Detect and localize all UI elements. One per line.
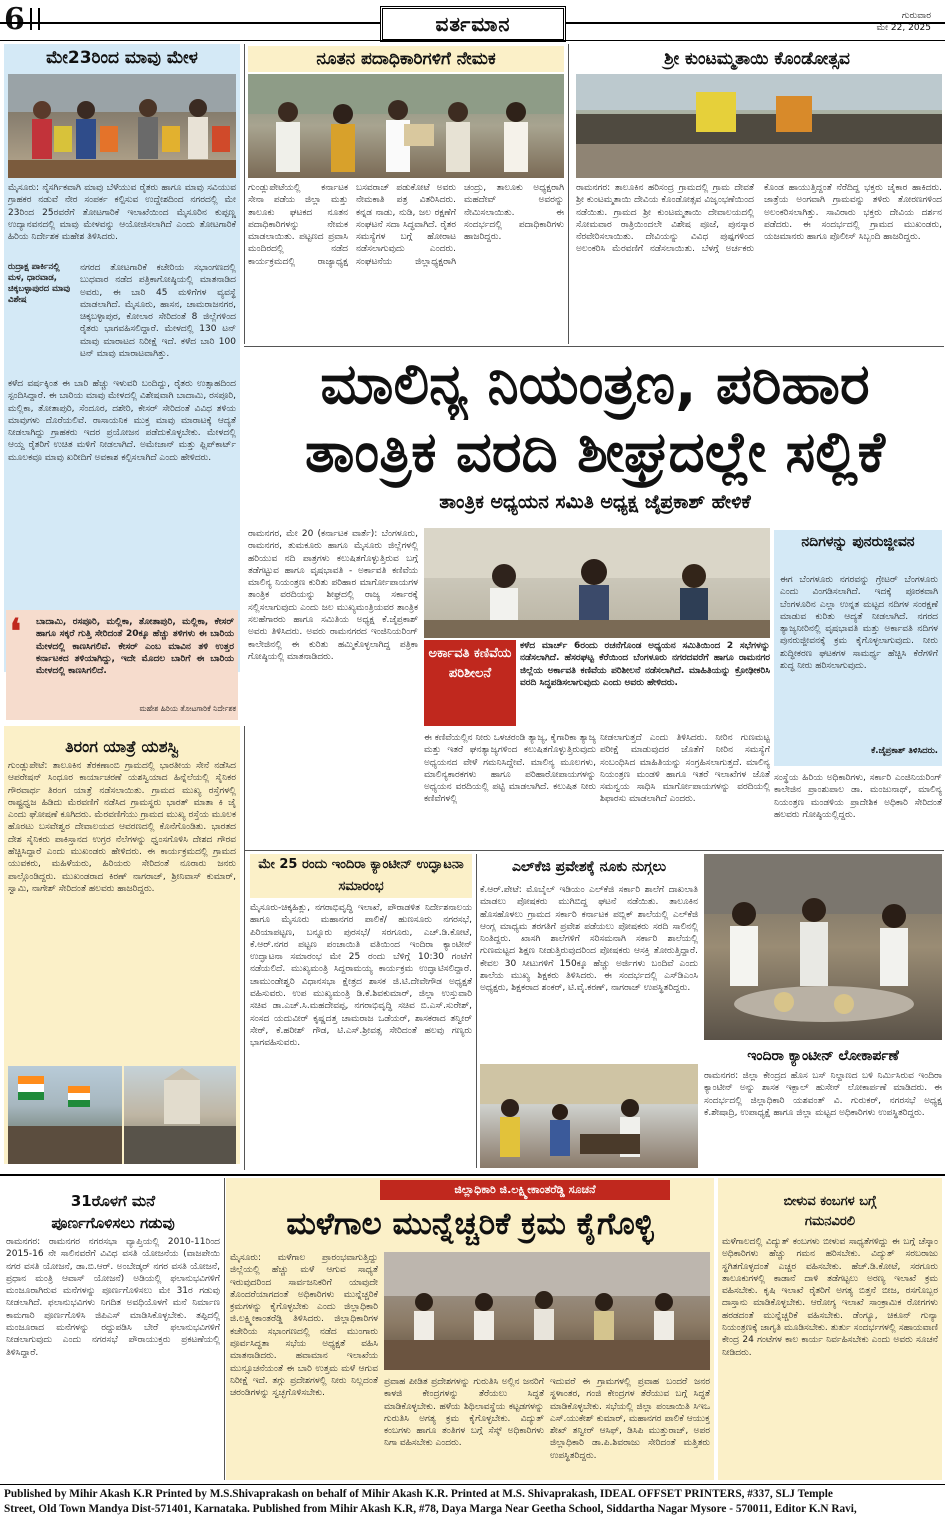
lkg-photo-art xyxy=(480,1064,698,1168)
monsoon-col3: ಇದುವರೆ ಈ ಗ್ರಾಮಗಳಲ್ಲಿ ಪ್ರವಾಹ ಬಂದರೆ ಜನರ ಸ್ಥಳಾಂತರ, ಗಂಜಿ ಕೇಂದ್ರಗಳ ತೆರೆಯುವ ಬಗ್ಗೆ ಸಿದ್ಧತೆ ಮಾಡಿಕೊಳ್ಳಬೇಕು. ಸಭೆಯಲ್ಲಿ ಜಿಲ್ಲಾ ಪಂಚಾಯಿತಿ ಸಿಇಒ ಎಸ್.ಯುಕೇಶ್ ಕುಮಾರ್, ಮಹಾನಗರ ಪಾಲಿಕೆ ಆಯುಕ್ತ ಶೇಖ್ ತನ್ವೀರ್ ಆಸಿಫ್, ಡಿಸಿಪಿ ಮುತ್ತುರಾಜ್, ಅಪರ ಜಿಲ್ಲಾಧಿಕಾರಿ ಡಾ.ಪಿ.ಶಿವರಾಜು ಸೇರಿದಂತೆ ಮತ್ತಿತರು ಉಪಸ್ಥಿತರಿದ್ದರು. xyxy=(550,1377,710,1461)
poles-headline-line1: ಬೀಳುವ ಕಂಬಗಳ ಬಗ್ಗೆ xyxy=(783,1194,877,1209)
date: ಮೇ 22, 2025 xyxy=(876,23,931,33)
poles-headline-line2: ಗಮನವಿರಲಿ xyxy=(804,1214,856,1229)
monsoon-col2: ಪ್ರವಾಹ ಪೀಡಿತ ಪ್ರದೇಶಗಳನ್ನು ಗುರುತಿಸಿ ಅಲ್ಲಿನ ಜನರಿಗೆ ಕಾಳಜಿ ಕೇಂದ್ರಗಳನ್ನು ತೆರೆಯಲು ಸಿದ್ಧತೆ ಮಾಡಿಕೊಳ್ಳಬೇಕು. ಹಳೆಯ ಶಿಥಿಲಾವಸ್ಥೆಯ ಕಟ್ಟಡಗಳನ್ನು ಗುರುತಿಸಿ ಅಗತ್ಯ ಕ್ರಮ ಕೈಗೊಳ್ಳಬೇಕು. ವಿದ್ಯುತ್ ಕಂಬಗಳು ಹಾಗೂ ತಂತಿಗಳ ಬಗ್ಗೆ ಸೆಸ್ಕ್ ಅಧಿಕಾರಿಗಳು ನಿಗಾ ವಹಿಸಬೇಕು ಎಂದರು. xyxy=(384,1377,544,1449)
rivers-body: ಈಗ ಬೆಂಗಳೂರು ನಗರವನ್ನು ಗ್ರೇಟರ್ ಬೆಂಗಳೂರು ಎಂದು ವಿಂಗಡಿಸಲಾಗಿದೆ. ಇದಕ್ಕೆ ಪೂರಕವಾಗಿ ಬೆಂಗಳೂರಿನ ಎಲ್ಲಾ ಉನ್ನತ ಮಟ್ಟದ ನದಿಗಳ ಸಂರಕ್ಷಣೆ ಮಾಡುವ ಕುರಿತು ಆದ್ಯತೆ ನೀಡಲಾಗಿದೆ. ನಗರದ ತ್ಯಾಜ್ಯನೀರಿನಲ್ಲಿ ವೃಷಭಾವತಿ ಮತ್ತು ಅರ್ಕಾವತಿ ನದಿಗಳ ಪುನರುಜ್ಜೀವನಕ್ಕೆ ಕ್ರಮ ಕೈಗೊಳ್ಳಲಾಗುವುದು. ನೀರು ಶುದ್ಧೀಕರಣ ಘಟಕಗಳ ಸಾಮರ್ಥ್ಯ ಹೆಚ್ಚಿಸಿ ಕೆರೆಗಳಿಗೆ ಶುದ್ಧ ನೀರು ಹರಿಸಲಾಗುವುದು. xyxy=(780,575,938,672)
mango-quote-author: ಮಹೇಶ ಹಿರಿಯ ತೋಟಗಾರಿಕೆ ನಿರ್ದೇಶಕ xyxy=(139,704,236,713)
monsoon-col1: ಮೈಸೂರು: ಮಳೆಗಾಲ ಪ್ರಾರಂಭವಾಗುತ್ತಿದ್ದು ಜಿಲ್ಲೆಯಲ್ಲಿ ಹೆಚ್ಚು ಮಳೆ ಆಗುವ ಸಾಧ್ಯತೆ ಇರುವುದರಿಂದ ಸಾರ್ವಜನಿಕರಿಗೆ ಯಾವುದೇ ತೊಂದರೆಯಾಗದಂತೆ ಅಧಿಕಾರಿಗಳು ಮುನ್ನೆಚ್ಚರಿಕೆ ಕ್ರಮಗಳನ್ನು ಕೈಗೊಳ್ಳಬೇಕು ಎಂದು ಜಿಲ್ಲಾಧಿಕಾರಿ ಜಿ.ಲಕ್ಷ್ಮೀಕಾಂತರೆಡ್ಡಿ ತಿಳಿಸಿದರು. ಜಿಲ್ಲಾಧಿಕಾರಿಗಳ ಕಚೇರಿಯ ಸಭಾಂಗಣದಲ್ಲಿ ನಡೆದ ಮುಂಗಾರು ಪೂರ್ವಸಿದ್ಧತಾ ಸಭೆಯ ಅಧ್ಯಕ್ಷತೆ ವಹಿಸಿ ಮಾತನಾಡಿದರು. ಹವಾಮಾನ ಇಲಾಖೆಯ ಮುನ್ಸೂಚನೆಯಂತೆ ಈ ಬಾರಿ ಉತ್ತಮ ಮಳೆ ಆಗುವ ನಿರೀಕ್ಷೆ ಇದೆ. ತಗ್ಗು ಪ್ರದೇಶಗಳಲ್ಲಿ ನೀರು ನಿಲ್ಲದಂತೆ ಚರಂಡಿಗಳನ್ನು ಸ್ವಚ್ಛಗೊಳಿಸಬೇಕು. xyxy=(230,1253,378,1399)
canteen-headline: ಮೇ 25 ರಂದು ಇಂದಿರಾ ಕ್ಯಾಂಟೀನ್ ಉದ್ಘಾಟನಾ ಸಮಾರಂಭ xyxy=(258,857,464,894)
lkg-headline: ಎಲ್‌ಕೆಜಿ ಪ್ರವೇಶಕ್ಕೆ ನೂಕು ನುಗ್ಗಲು xyxy=(511,859,667,875)
col-rule-4 xyxy=(476,854,477,1168)
festival-headline: ಶ್ರೀ ಕುಂಟಮ್ಮತಾಯಿ ಕೊಂಡೋತ್ಸವ xyxy=(664,49,850,69)
tiranga-body: ಗುಂಡ್ಲುಪೇಟೆ: ತಾಲೂಕಿನ ತೆರಕಣಾಂಬಿ ಗ್ರಾಮದಲ್ಲಿ ಭಾರತೀಯ ಸೇನೆ ನಡೆಸಿದ ಆಪರೇಷನ್ ಸಿಂಧೂರ ಕಾರ್ಯಾಚರಣೆ ಯಶಸ್ವಿಯಾದ ಹಿನ್ನೆಲೆಯಲ್ಲಿ ಸೈನಿಕರ ಗೌರವಾರ್ಥ ತಿರಂಗ ಯಾತ್ರೆ ನಡೆಸಲಾಯಿತು. ಗ್ರಾಮದ ಮುಖ್ಯ ರಸ್ತೆಗಳಲ್ಲಿ ರಾಷ್ಟ್ರಧ್ವಜ ಹಿಡಿದು ಮೆರವಣಿಗೆ ನಡೆಸಿದ ಗ್ರಾಮಸ್ಥರು ಭಾರತ್ ಮಾತಾ ಕಿ ಜೈ ಎಂದು ಘೋಷಣೆ ಕೂಗಿದರು. ಮೆರವಣಿಗೆಯು ಗ್ರಾಮದ ಮುಖ್ಯ ರಸ್ತೆಯ ಮೂಲಕ ಹೊರಟು ಬಸವೇಶ್ವರ ದೇವಾಲಯದ ಆವರಣದಲ್ಲಿ ಕೊನೆಗೊಂಡಿತು. ಭಾರತದ ದೇಶ ಸೈನಿಕರು ಪಾಕಿಸ್ತಾನದ ಉಗ್ರರ ನೆಲೆಗಳನ್ನು ಧ್ವಂಸಗೊಳಿಸಿ ದೇಶದ ಗೌರವ ಹೆಚ್ಚಿಸಿದ್ದಾರೆ ಎಂದು ಮುಖಂಡರು ಹೇಳಿದರು. ಈ ಕಾರ್ಯಕ್ರಮದಲ್ಲಿ ಗ್ರಾಮದ ಯುವಕರು, ಮಹಿಳೆಯರು, ಹಿರಿಯರು ಸೇರಿದಂತೆ ನೂರಾರು ಜನರು ಪಾಲ್ಗೊಂಡಿದ್ದರು. ಮುಖಂಡರಾದ ಕಿರಣ್ ನಾಗರಾಜ್, ಶ್ರೀನಿವಾಸ್ ಕುಮಾರ್, ಸ್ವಾಮಿ, ನಾಗೇಶ್ ಸೇರಿದಂತೆ ಹಲವರು ಹಾಜರಿದ್ದರು. xyxy=(8,761,236,894)
tiranga-photo-1 xyxy=(8,1066,122,1164)
lead-col2: ಈ ಕಣಿವೆಯಲ್ಲಿನ ನೀರು ಒಳಚರಂಡಿ ತ್ಯಾಜ್ಯ, ಕೈಗಾರಿಕಾ ತ್ಯಾಜ್ಯ ಮತ್ತು ಇತರೆ ಘನತ್ಯಾಜ್ಯಗಳಿಂದ ಕಲುಷಿತಗೊಳ್ಳುತ್ತಿರುವುದು ಅಧ್ಯಯನದ ವೇಳೆ ಗಮನಿಸಿದ್ದೇವೆ. ಮಾಲಿನ್ಯ ಮೂಲಗಳು, ಮಾಲಿನ್ಯಕಾರಕಗಳು ಹಾಗೂ ಪರಿಹಾರೋಪಾಯಗಳನ್ನು ಅಧ್ಯಯನ ವರದಿಯಲ್ಲಿ ಪಟ್ಟಿ ಮಾಡಲಾಗಿದೆ. ಕಲುಷಿತ ನೀರು ಕಣಿವೆಗಳಲ್ಲಿ xyxy=(424,733,596,805)
lead-photo-caption: ಕಳೆದ ಮಾರ್ಚ್ 6ರಂದು ರಚನೆಗೊಂಡ ಅಧ್ಯಯನ ಸಮಿತಿಯಿಂದ 2 ಸಭೆಗಳನ್ನು ನಡೆಸಲಾಗಿದೆ. ಹೆಸರಘಟ್ಟ ಕೆರೆಯಿಂದ ಬೆಂಗಳೂರು ನಗರದವರೆಗೆ ಹಾಗೂ ರಾಮನಗರ ಜಿಲ್ಲೆಯ ಅರ್ಕಾವತಿ ಕಣಿವೆಯ ಪರಿಶೀಲನೆ ನಡೆಸಲಾಗಿದೆ. ಮಾಹಿತಿಯನ್ನು ಕ್ರೋಢೀಕರಿಸಿ ವರದಿ ಸಿದ್ಧಪಡಿಸಲಾಗುವುದು ಎಂದು ಅವರು ಹೇಳಿದರು. xyxy=(520,641,770,688)
mango-body-3: ಕಳೆದ ವರ್ಷಕ್ಕಿಂತ ಈ ಬಾರಿ ಹೆಚ್ಚು ಇಳುವರಿ ಬಂದಿದ್ದು, ರೈತರು ಉತ್ಸಾಹದಿಂದ ಸ್ಪಂದಿಸಿದ್ದಾರೆ. ಈ ಬಾರಿಯ ಮಾವು ಮೇಳದಲ್ಲಿ ವಿಶೇಷವಾಗಿ ಬಾದಾಮಿ, ರಸಪೂರಿ, ಮಲ್ಲಿಕಾ, ತೋತಾಪುರಿ, ಸೆಂದೂರ, ದಶೇರಿ, ಕೇಸರ್ ಸೇರಿದಂತೆ ವಿವಿಧ ತಳಿಯ ಮಾವುಗಳು ದೊರೆಯಲಿವೆ. ರಾಸಾಯನಿಕ ಮುಕ್ತ ಮಾವು ಮಾರಾಟಕ್ಕೆ ಆದ್ಯತೆ ನೀಡಲಾಗಿದ್ದು ಗ್ರಾಹಕರು ಇದರ ಪ್ರಯೋಜನ ಪಡೆದುಕೊಳ್ಳಬೇಕು. ಮೇಳದಲ್ಲಿ ಆಯ್ದ ರೈತರಿಗೆ ಉಚಿತ ಮಳಿಗೆ ನೀಡಲಾಗಿದೆ. ಅಮೇಜಾನ್ ಮತ್ತು ಫ್ಲಿಪ್‌ಕಾರ್ಟ್ ಮೂಲಕವೂ ಮಾವು ಖರೀದಿಗೆ ಅವಕಾಶ ಕಲ್ಪಿಸಲಾಗಿದೆ ಎಂದು ಹೇಳಿದರು. xyxy=(8,379,236,463)
mango-photo xyxy=(8,74,236,178)
lkg-body: ಕೆ.ಆರ್.ಪೇಟೆ: ಮೊಬೈಲ್ ಇಡಿಯಂ ಎಲ್‌ಕೆಜಿ ಸರ್ಕಾರಿ ಶಾಲೆಗೆ ದಾಖಲಾತಿ ಮಾಡಲು ಪೋಷಕರು ಮುಗಿಬಿದ್ದ ಘಟನೆ ನಡೆಯಿತು. ತಾಲೂಕಿನ ಹೊಸಹೊಳಲು ಗ್ರಾಮದ ಸರ್ಕಾರಿ ಕರ್ನಾಟಕ ಪಬ್ಲಿಕ್ ಶಾಲೆಯಲ್ಲಿ ಎಲ್‌ಕೆಜಿ ಆಂಗ್ಲ ಮಾಧ್ಯಮ ತರಗತಿಗೆ ಪ್ರವೇಶ ಪಡೆಯಲು ಪೋಷಕರು ಸರದಿ ಸಾಲಿನಲ್ಲಿ ನಿಂತಿದ್ದರು. ಖಾಸಗಿ ಶಾಲೆಗಳಿಗೆ ಸರಿಸಮನಾಗಿ ಸರ್ಕಾರಿ ಶಾಲೆಯಲ್ಲಿ ಗುಣಮಟ್ಟದ ಶಿಕ್ಷಣ ನೀಡುತ್ತಿರುವುದರಿಂದ ಪೋಷಕರು ಆಸಕ್ತಿ ತೋರುತ್ತಿದ್ದಾರೆ. ಕೇವಲ 30 ಸೀಟುಗಳಿಗೆ 150ಕ್ಕೂ ಹೆಚ್ಚು ಅರ್ಜಿಗಳು ಬಂದಿವೆ ಎಂದು ಶಾಲೆಯ ಮುಖ್ಯ ಶಿಕ್ಷಕರು ತಿಳಿಸಿದರು. ಈ ಸಂದರ್ಭದಲ್ಲಿ ಎಸ್‌ಡಿಎಂಸಿ ಅಧ್ಯಕ್ಷರು, ಶಿಕ್ಷಕರಾದ ಶಂಕರ್, ಟಿ.ವೈ.ಕರಣ್, ನಾಗರಾಜ್ ಉಪಸ್ಥಿತರಿದ್ದರು. xyxy=(480,885,698,994)
day: ಗುರುವಾರ xyxy=(901,11,931,21)
tiranga-headline: ತಿರಂಗ ಯಾತ್ರೆ ಯಶಸ್ವಿ xyxy=(65,737,179,756)
appointment-body: ಗುಂಡ್ಲುಪೇಟೆಯಲ್ಲಿ ಕರ್ನಾಟಕ ಸೇನಾ ಪಡೆಯ ಜಿಲ್ಲಾ ಮತ್ತು ತಾಲೂಕು ಘಟಕದ ನೂತನ ಪದಾಧಿಕಾರಿಗಳನ್ನು ನೇಮಕ ಮಾಡಲಾಯಿತು. ಪಟ್ಟಣದ ಪ್ರವಾಸಿ ಮಂದಿರದಲ್ಲಿ ನಡೆದ ಕಾರ್ಯಕ್ರಮದಲ್ಲಿ ರಾಜ್ಯಾಧ್ಯಕ್ಷ ಬಸವರಾಜ್ ಪಡುಕೋಟೆ ಅವರು ನೇಮಕಾತಿ ಪತ್ರ ವಿತರಿಸಿದರು. ಕನ್ನಡ ನಾಡು, ನುಡಿ, ಜಲ ರಕ್ಷಣೆಗೆ ಸಂಘಟನೆ ಸದಾ ಸಿದ್ಧವಾಗಿದೆ. ರೈತರ ಸಮಸ್ಯೆಗಳ ಬಗ್ಗೆ ಹೋರಾಟ ನಡೆಸಲಾಗುವುದು ಎಂದರು. ಸಂಘಟನೆಯ ಜಿಲ್ಲಾಧ್ಯಕ್ಷರಾಗಿ ಚಂದ್ರು, ತಾಲೂಕು ಅಧ್ಯಕ್ಷರಾಗಿ ಮಹದೇವ್ ಅವರನ್ನು ನೇಮಿಸಲಾಯಿತು. ಈ ಸಂದರ್ಭದಲ್ಲಿ ಪದಾಧಿಕಾರಿಗಳು ಹಾಜರಿದ್ದರು. xyxy=(248,183,564,267)
lead-col1: ರಾಮನಗರ, ಮೇ 20 (ಕರ್ನಾಟಕ ವಾರ್ತೆ): ಬೆಂಗಳೂರು, ರಾಮನಗರ, ತುಮಕೂರು ಹಾಗೂ ಮೈಸೂರು ಜಿಲ್ಲೆಗಳಲ್ಲಿ ಹರಿಯುವ ನದಿ ಪಾತ್ರಗಳು ಕಲುಷಿತಗೊಳ್ಳುತ್ತಿರುವ ಬಗ್ಗೆ ತಡೆಗಟ್ಟುವ ಹಾಗೂ ವೃಷಭಾವತಿ - ಅರ್ಕಾವತಿ ಕಣಿವೆಯ ಮಾಲಿನ್ಯ ನಿಯಂತ್ರಣ ಕುರಿತು ಪರಿಹಾರ ಮಾರ್ಗೋಪಾಯಗಳ ತಾಂತ್ರಿಕ ವರದಿಯನ್ನು ಶೀಘ್ರದಲ್ಲಿ ರಾಜ್ಯ ಸರ್ಕಾರಕ್ಕೆ ಸಲ್ಲಿಸಲಾಗುವುದು ಎಂದು ಜಲ ಮುಖ್ಯಮಂತ್ರಿಯವರ ತಾಂತ್ರಿಕ ಸಲಹೆಗಾರರು ಹಾಗೂ ಸಮಿತಿಯ ಅಧ್ಯಕ್ಷ ಕೆ.ಜೈಪ್ರಕಾಶ್ ಅವರು ತಿಳಿಸಿದರು. ಅವರು ರಾಮನಗರದ ಇಂಜಿನಿಯರಿಂಗ್ ಕಾಲೇಜಿನಲ್ಲಿ ಈ ಕುರಿತು ಹಮ್ಮಿಕೊಳ್ಳಲಾಗಿದ್ದ ಪತ್ರಿಕಾ ಗೋಷ್ಠಿಯಲ್ಲಿ ಮಾತನಾಡಿದರು. xyxy=(248,529,418,662)
mango-photo-art xyxy=(8,74,236,178)
appointment-photo-art xyxy=(248,74,564,178)
mango-side-note: ರುದ್ರಾಕ್ಷ ಪಾರ್ಕಿನಲ್ಲಿ ಮಳ, ಧಾರವಾಡ, ಚಿಕ್ಕಬಳ್ಳಾಪುರದ ಮಾವು ವಿಶೇಷ xyxy=(8,262,71,305)
footer-imprint-line2: Street, Old Town Mandya Dist-571401, Karnataka. Published from Mihir Akash K.R, #78, Daya Marga Near Geetha School, Siddartha Nagar Mysore - 570011, Editor K.N Ravi, xyxy=(4,1503,857,1515)
canteen-photo xyxy=(704,854,942,1040)
monsoon-headline: ಮಳೆಗಾಲ ಮುನ್ನೆಚ್ಚರಿಕೆ ಕ್ರಮ ಕೈಗೊಳ್ಳಿ xyxy=(286,1206,654,1242)
col-rule-1 xyxy=(244,44,245,344)
canteen-photo-art xyxy=(704,854,942,1040)
rivers-after: ಸಂಸ್ಥೆಯ ಹಿರಿಯ ಅಧಿಕಾರಿಗಳು, ಸರ್ಕಾರಿ ಎಂಜಿನಿಯರಿಂಗ್ ಕಾಲೇಜಿನ ಪ್ರಾಂಶುಪಾಲ ಡಾ. ಮಂಜುನಾಥ್, ಮಾಲಿನ್ಯ ನಿಯಂತ್ರಣ ಮಂಡಳಿಯ ಪ್ರಾದೇಶಿಕ ಅಧಿಕಾರಿ ಸೇರಿದಂತೆ ಹಲವರು ಗೋಷ್ಠಿಯಲ್ಲಿದ್ದರು. xyxy=(774,773,942,820)
appointment-headline: ನೂತನ ಪದಾಧಿಕಾರಿಗಳಿಗೆ ನೇಮಕ xyxy=(316,49,496,69)
mango-body-1: ಮೈಸೂರು: ನೈಸರ್ಗಿಕವಾಗಿ ಮಾವು ಬೆಳೆಯುವ ರೈತರು ಹಾಗೂ ಮಾವು ಸವಿಯುವ ಗ್ರಾಹಕರ ನಡುವೆ ನೇರ ಸಂಪರ್ಕ ಕಲ್ಪಿಸುವ ಉದ್ದೇಶದಿಂದ ನಗರದಲ್ಲಿ ಮೇ 23ರಿಂದ 25ರವರೆಗೆ ತೋಟಗಾರಿಕೆ ಇಲಾಖೆಯಿಂದ ಮೈಸೂರಿನ ಕುಪ್ಪಣ್ಣ ಉದ್ಯಾನವನದಲ್ಲಿ ಮಾವು ಮೇಳವನ್ನು ಆಯೋಜಿಸಲಾಗಿದೆ ಎಂದು ತೋಟಗಾರಿಕೆ ಹಿರಿಯ ನಿರ್ದೇಶಕ ಮಹೇಶ ತಿಳಿಸಿದರು. xyxy=(8,183,236,243)
houses-headline-line2: ಪೂರ್ಣಗೊಳಿಸಲು ಗಡುವು xyxy=(51,1214,175,1232)
monsoon-photo-art xyxy=(384,1252,710,1370)
rivers-title: ನದಿಗಳನ್ನು ಪುನರುಜ್ಜೀವನ xyxy=(801,534,915,550)
col-rule-2 xyxy=(568,44,569,344)
houses-body: ರಾಮನಗರ: ರಾಮನಗರ ನಗರಸಭಾ ವ್ಯಾಪ್ತಿಯಲ್ಲಿ 2010-11ರಿಂದ 2015-16 ನೇ ಸಾಲಿನವರೆಗೆ ವಿವಿಧ ವಸತಿ ಯೋಜನೆಯ (ವಾಜಪೇಯಿ ನಗರ ವಸತಿ ಯೋಜನೆ, ಡಾ.ಬಿ.ಆರ್. ಅಂಬೇಡ್ಕರ್ ನಗರ ವಸತಿ ಯೋಜನೆ, ಪ್ರಧಾನ ಮಂತ್ರಿ ಆವಾಸ್ ಯೋಜನೆ) ಅಡಿಯಲ್ಲಿ ಫಲಾನುಭವಿಗಳಿಗೆ ಮಂಜೂರಾಗಿರುವ ಮನೆಗಳನ್ನು ಪೂರ್ಣಗೊಳಿಸಲು ಮೇ 31ರ ಗಡುವು ನೀಡಲಾಗಿದೆ. ಫಲಾನುಭವಿಗಳು ನಿಗದಿತ ಅವಧಿಯೊಳಗೆ ಮನೆ ನಿರ್ಮಾಣ ಕಾಮಗಾರಿ ಪೂರ್ಣಗೊಳಿಸಿ ಜಿಪಿಎಸ್ ಮಾಡಿಸಿಕೊಳ್ಳಬೇಕು. ತಪ್ಪಿದಲ್ಲಿ ಮಂಜೂರಾದ ಮನೆಗಳನ್ನು ರದ್ದುಪಡಿಸಿ ಬೇರೆ ಫಲಾನುಭವಿಗಳಿಗೆ ನೀಡಲಾಗುವುದು ಎಂದು ನಗರಸಭೆ ಪೌರಾಯುಕ್ತರು ಪ್ರಕಟಣೆಯಲ್ಲಿ ತಿಳಿಸಿದ್ದಾರೆ. xyxy=(6,1237,220,1358)
festival-photo-art xyxy=(576,74,942,178)
quote-mark-icon: ❛ xyxy=(10,612,21,652)
festival-photo xyxy=(576,74,942,178)
canteen-inauguration-body: ರಾಮನಗರ: ಜಿಲ್ಲಾ ಕೇಂದ್ರದ ಹೊಸ ಬಸ್ ನಿಲ್ದಾಣದ ಬಳಿ ನಿರ್ಮಿಸಿರುವ ಇಂದಿರಾ ಕ್ಯಾಂಟೀನ್ ಅನ್ನು ಶಾಸಕ ಇಕ್ಬಾಲ್ ಹುಸೇನ್ ಲೋಕಾರ್ಪಣೆ ಮಾಡಿದರು. ಈ ಸಂದರ್ಭದಲ್ಲಿ ಜಿಲ್ಲಾಧಿಕಾರಿ ಯಶವಂತ್ ವಿ. ಗುರುಕರ್, ನಗರಸಭೆ ಅಧ್ಯಕ್ಷ ಕೆ.ಶೇಷಾದ್ರಿ, ಉಪಾಧ್ಯಕ್ಷೆ ಹಾಗೂ ಜಿಲ್ಲಾ ಮಟ್ಟದ ಅಧಿಕಾರಿಗಳು ಉಪಸ್ಥಿತರಿದ್ದರು. xyxy=(704,1071,942,1118)
tiranga-photo-2-art xyxy=(124,1066,236,1164)
canteen-inauguration-headline: ಇಂದಿರಾ ಕ್ಯಾಂಟೀನ್ ಲೋಕಾರ್ಪಣೆ xyxy=(747,1048,899,1064)
lead-subhead: ತಾಂತ್ರಿಕ ಅಧ್ಯಯನ ಸಮಿತಿ ಅಧ್ಯಕ್ಷ ಜೈಪ್ರಕಾಶ್ ಹೇಳಿಕೆ xyxy=(439,491,751,513)
monsoon-photo xyxy=(384,1252,710,1370)
lead-photo xyxy=(424,528,770,638)
dateline xyxy=(877,10,931,34)
lkg-photo xyxy=(480,1064,698,1168)
canteen-top-rule xyxy=(244,850,944,851)
festival-body: ರಾಮನಗರ: ತಾಲೂಕಿನ ಹರಿಸಂದ್ರ ಗ್ರಾಮದಲ್ಲಿ ಗ್ರಾಮ ದೇವತೆ ಶ್ರೀ ಕುಂಟಮ್ಮತಾಯಿ ದೇವಿಯ ಕೊಂಡೋತ್ಸವ ವಿಜೃಂಭಣೆಯಿಂದ ನಡೆಯಿತು. ಗ್ರಾಮದ ಶ್ರೀ ಕುಂಟಮ್ಮತಾಯಿ ದೇವಾಲಯದಲ್ಲಿ ಸೋಮವಾರ ರಾತ್ರಿಯಿಂದಲೇ ವಿಶೇಷ ಪೂಜೆ, ಪುನಸ್ಕಾರ ನೆರವೇರಿಸಲಾಯಿತು. ದೇವಿಯನ್ನು ವಿವಿಧ ಪುಷ್ಪಗಳಿಂದ ಅಲಂಕರಿಸಿ ಮೆರವಣಿಗೆ ನಡೆಸಲಾಯಿತು. ಬೆಳಗ್ಗೆ ಅರ್ಚಕರು ಕೊಂಡ ಹಾಯುತ್ತಿದ್ದಂತೆ ನೆರೆದಿದ್ದ ಭಕ್ತರು ಜೈಕಾರ ಹಾಕಿದರು. ಜಾತ್ರೆಯ ಅಂಗವಾಗಿ ಗ್ರಾಮವನ್ನು ತಳಿರು ತೋರಣಗಳಿಂದ ಅಲಂಕರಿಸಲಾಗಿತ್ತು. ಸಾವಿರಾರು ಭಕ್ತರು ದೇವಿಯ ದರ್ಶನ ಪಡೆದರು. ಈ ಸಂದರ್ಭದಲ್ಲಿ ಗ್ರಾಮದ ಮುಖಂಡರು, ಯಜಮಾನರು ಹಾಗೂ ಪೊಲೀಸ್ ಸಿಬ್ಬಂದಿ ಹಾಜರಿದ್ದರು. xyxy=(576,183,942,255)
appointment-photo xyxy=(248,74,564,178)
rivers-author: ಕೆ.ಜೈಪ್ರಕಾಶ್ ತಿಳಿಸಿದರು. xyxy=(871,746,938,756)
lead-headline-line2: ತಾಂತ್ರಿಕ ವರದಿ ಶೀಘ್ರದಲ್ಲೇ ಸಲ್ಲಿಕೆ xyxy=(304,420,886,485)
lead-headline-line1: ಮಾಲಿನ್ಯ ನಿಯಂತ್ರಣ, ಪರಿಹಾರ xyxy=(320,352,870,417)
mango-headline: ಮೇ23ರಿಂದ ಮಾವು ಮೇಳ xyxy=(46,48,198,68)
bottom-section-rule xyxy=(0,1174,945,1176)
mango-body-2: ನಗರದ ತೋಟಗಾರಿಕೆ ಕಚೇರಿಯ ಸಭಾಂಗಣದಲ್ಲಿ ಬುಧವಾರ ನಡೆದ ಪತ್ರಿಕಾಗೋಷ್ಠಿಯಲ್ಲಿ ಮಾತನಾಡಿದ ಅವರು, ಈ ಬಾರಿ 45 ಮಳಿಗೆಗಳ ವ್ಯವಸ್ಥೆ ಮಾಡಲಾಗಿದೆ. ಮೈಸೂರು, ಹಾಸನ, ಚಾಮರಾಜನಗರ, ಚಿಕ್ಕಬಳ್ಳಾಪುರ, ಕೋಲಾರ ಸೇರಿದಂತೆ 8 ಜಿಲ್ಲೆಗಳಿಂದ ರೈತರು ಭಾಗವಹಿಸಲಿದ್ದಾರೆ. ಮೇಳದಲ್ಲಿ 130 ಟನ್ ಮಾವು ಮಾರಾಟದ ನಿರೀಕ್ಷೆ ಇದೆ. ಕಳೆದ ಬಾರಿ 100 ಟನ್ ಮಾವು ಮಾರಾಟವಾಗಿತ್ತು. xyxy=(80,263,236,360)
footer-imprint-line1: Published by Mihir Akash K.R Printed by M.S.Shivaprakash on behalf of Mihir Akash K.R. Printed at M.S. Shivaprakash, IDEAL OFFSET PRINTERS, #337, SLJ Temple xyxy=(4,1488,833,1500)
houses-headline-line1: 31ರೊಳಗೆ ಮನೆ xyxy=(70,1192,156,1210)
col-rule-3 xyxy=(244,726,245,1170)
lead-photo-art xyxy=(424,528,770,638)
mango-quote: ಬಾದಾಮಿ, ರಸಪೂರಿ, ಮಲ್ಲಿಕಾ, ತೋತಾಪುರಿ, ಮಲ್ಲಿಕಾ, ಕೇಸರ್ ಹಾಗೂ ಸಕ್ಕರೆ ಗುತ್ತಿ ಸೇರಿದಂತೆ 20ಕ್ಕೂ ಹೆಚ್ಚು ತಳಿಗಳು ಈ ಬಾರಿಯ ಮೇಳದಲ್ಲಿ ಕಾಣಸಿಗಲಿವೆ. ಕೇಸರ್ ಎಂಬ ಮಾವಿನ ತಳಿ ಉತ್ತರ ಕರ್ನಾಟಕದ ತಳಿಯಾಗಿದ್ದು, ಇದೇ ಮೊದಲ ಬಾರಿಗೆ ಈ ಬಾರಿಯ ಮೇಳದಲ್ಲಿ ಕಾಣಸಿಗಲಿದೆ. xyxy=(36,617,234,677)
col-rule-5 xyxy=(224,1178,225,1480)
monsoon-banner: ಜಿಲ್ಲಾಧಿಕಾರಿ ಜಿ.ಲಕ್ಷ್ಮೀಕಾಂತರೆಡ್ಡಿ ಸೂಚನೆ xyxy=(380,1180,670,1200)
lead-top-rule xyxy=(244,346,944,347)
canteen-body: ಮೈಸೂರು-ಚಿಕ್ಕಹಿತ್ಲು, ನಗರಾಭಿವೃದ್ಧಿ ಇಲಾಖೆ, ಪೌರಾಡಳಿತ ನಿರ್ದೇಶನಾಲಯ ಹಾಗೂ ಮೈಸೂರು ಮಹಾನಗರ ಪಾಲಿಕೆ/ ಹುಣಸೂರು ನಗರಸಭೆ, ಪಿರಿಯಾಪಟ್ಟಣ, ಬನ್ನೂರು ಪುರಸಭೆ/ ಸರಗೂರು, ಎಚ್.ಡಿ.ಕೋಟೆ, ಕೆ.ಆರ್.ನಗರ ಪಟ್ಟಣ ಪಂಚಾಯಿತಿ ವತಿಯಿಂದ ಇಂದಿರಾ ಕ್ಯಾಂಟೀನ್ ಉದ್ಘಾಟನಾ ಸಮಾರಂಭ ಮೇ 25 ರಂದು ಬೆಳಿಗ್ಗೆ 10:30 ಗಂಟೆಗೆ ನಡೆಯಲಿದೆ. ಮುಖ್ಯಮಂತ್ರಿ ಸಿದ್ದರಾಮಯ್ಯ ಕಾರ್ಯಕ್ರಮ ಉದ್ಘಾಟಿಸಲಿದ್ದಾರೆ. ಚಾಮುಂಡೇಶ್ವರಿ ವಿಧಾನಸಭಾ ಕ್ಷೇತ್ರದ ಶಾಸಕ ಜಿ.ಟಿ.ದೇವೇಗೌಡ ಅಧ್ಯಕ್ಷತೆ ವಹಿಸುವರು. ಉಪ ಮುಖ್ಯಮಂತ್ರಿ ಡಿ.ಕೆ.ಶಿವಕುಮಾರ್, ಜಿಲ್ಲಾ ಉಸ್ತುವಾರಿ ಸಚಿವ ಡಾ.ಎಚ್.ಸಿ.ಮಹದೇವಪ್ಪ, ನಗರಾಭಿವೃದ್ಧಿ ಸಚಿವ ಬಿ.ಎಸ್.ಸುರೇಶ್, ಸಂಸದ ಯದುವೀರ್ ಕೃಷ್ಣದತ್ತ ಚಾಮರಾಜ ಒಡೆಯರ್, ಶಾಸಕರಾದ ತನ್ವೀರ್ ಸೇಠ್, ಕೆ.ಹರೀಶ್ ಗೌಡ, ಟಿ.ಎಸ್.ಶ್ರೀವತ್ಸ ಸೇರಿದಂತೆ ಹಲವು ಗಣ್ಯರು ಭಾಗವಹಿಸುವರು. xyxy=(250,903,472,1049)
header-bottom-rule xyxy=(0,40,945,41)
tiranga-photo-2 xyxy=(124,1066,236,1164)
masthead-logo: ವರ್ತಮಾನ xyxy=(380,6,566,42)
footer-rule xyxy=(0,1484,945,1485)
poles-body: ಮಳೆಗಾಲದಲ್ಲಿ ವಿದ್ಯುತ್ ಕಂಬಗಳು ಬೀಳುವ ಸಾಧ್ಯತೆಗಳಿದ್ದು ಈ ಬಗ್ಗೆ ಚೆಸ್ಕಾಂ ಅಧಿಕಾರಿಗಳು ಹೆಚ್ಚು ಗಮನ ಹರಿಸಬೇಕು. ವಿದ್ಯುತ್ ಸರಬರಾಜು ಸ್ಥಗಿತಗೊಳ್ಳದಂತೆ ಎಚ್ಚರ ವಹಿಸಬೇಕು. ಹೆಚ್.ಡಿ.ಕೋಟೆ, ಸರಗೂರು ತಾಲೂಕುಗಳಲ್ಲಿ ಕಾಡಾನೆ ದಾಳಿ ತಡೆಗಟ್ಟಲು ಅರಣ್ಯ ಇಲಾಖೆ ಕ್ರಮ ವಹಿಸಬೇಕು. ಕೃಷಿ ಇಲಾಖೆ ರೈತರಿಗೆ ಅಗತ್ಯ ಬಿತ್ತನೆ ಬೀಜ, ರಸಗೊಬ್ಬರ ದಾಸ್ತಾನು ಮಾಡಿಕೊಳ್ಳಬೇಕು. ಆರೋಗ್ಯ ಇಲಾಖೆ ಸಾಂಕ್ರಾಮಿಕ ರೋಗಗಳು ಹರಡದಂತೆ ಮುನ್ನೆಚ್ಚರಿಕೆ ವಹಿಸಬೇಕು. ಡೆಂಗ್ಯೂ, ಚಿಕೂನ್ ಗುನ್ಯಾ ನಿಯಂತ್ರಣಕ್ಕೆ ಜಾಗೃತಿ ಮೂಡಿಸಬೇಕು. ತುರ್ತು ಸಂದರ್ಭಗಳಲ್ಲಿ ಸಹಾಯವಾಣಿ ಕೇಂದ್ರ 24 ಗಂಟೆಗಳ ಕಾಲ ಕಾರ್ಯ ನಿರ್ವಹಿಸಬೇಕು ಎಂದು ಅವರು ಸೂಚನೆ ನೀಡಿದರು. xyxy=(722,1237,938,1358)
tiranga-photo-1-art xyxy=(8,1066,122,1164)
page-number: 6 xyxy=(4,2,25,37)
page-number-ornament xyxy=(30,8,40,30)
lead-photo-overlay: ಅರ್ಕಾವತಿ ಕಣಿವೆಯ ಪರಿಶೀಲನೆ xyxy=(424,640,516,726)
lead-col4: ನೀಡಲಾಗುತ್ತದೆ ಎಂದು ತಿಳಿಸಿದರು. ನೀರಿನ ಗುಣಮಟ್ಟ ಪರೀಕ್ಷೆ ಮಾಡುವುದರ ಜೊತೆಗೆ ನೀರಿನ ಸಮಸ್ಯೆಗೆ ಸಂಬಂಧಿಸಿದ ಮಾಹಿತಿಯನ್ನು ಸಂಗ್ರಹಿಸಲಾಗುತ್ತದೆ. ಮಾಲಿನ್ಯ ನಿಯಂತ್ರಣ ಮಂಡಳಿ ಹಾಗೂ ಇತರೆ ಇಲಾಖೆಗಳ ಜೊತೆ ಸಮನ್ವಯ ಸಾಧಿಸಿ ಮಾರ್ಗೋಪಾಯಗಳನ್ನು ವರದಿಯಲ್ಲಿ ಶಿಫಾರಸು ಮಾಡಲಾಗಿದೆ ಎಂದರು. xyxy=(600,733,770,805)
